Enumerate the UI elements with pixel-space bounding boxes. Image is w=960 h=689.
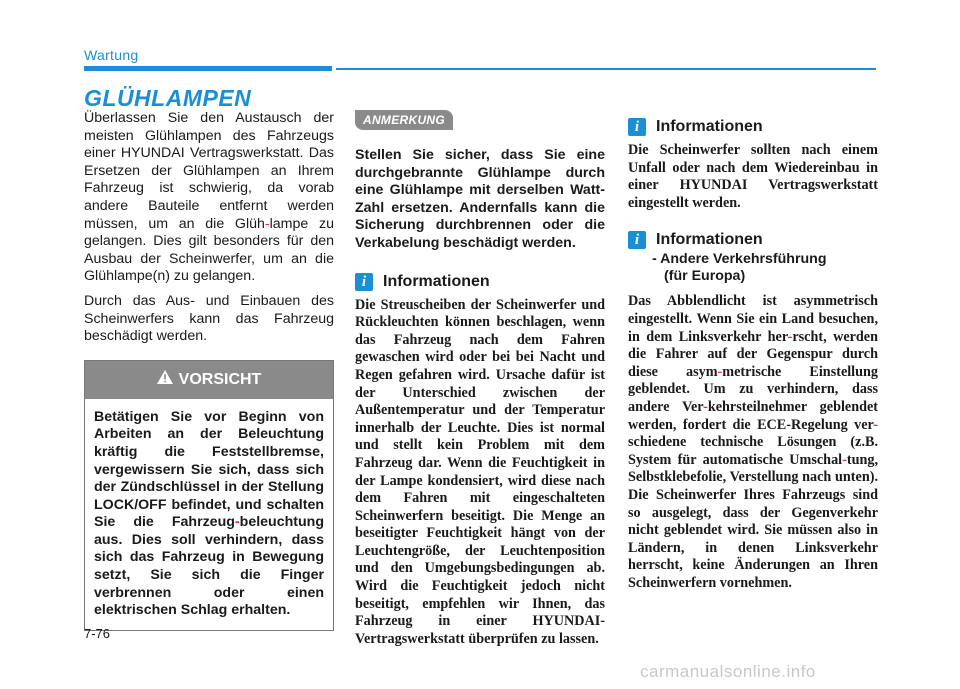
- hyphen-mark: -: [703, 398, 708, 415]
- warning-triangle-icon: [157, 361, 173, 399]
- hyphen-mark: -: [717, 363, 723, 380]
- info-subtitle-line2: (für Europa): [664, 268, 746, 285]
- caution-label: VORSICHT: [178, 370, 262, 388]
- info-heading-1: [628, 118, 878, 136]
- info-title-2: Informationen: [656, 231, 763, 249]
- hyphen-mark: -: [842, 451, 847, 468]
- info-heading: [355, 273, 605, 291]
- info-icon: i: [628, 231, 646, 249]
- info-body-2-part: kehrsteilnehmer geblendet werden, fordert die ECE-Regelung ver: [628, 398, 879, 433]
- hyphen-mark: -: [873, 416, 878, 433]
- note-tag: ANMERKUNG: [355, 110, 453, 130]
- column-middle: [355, 110, 605, 648]
- hyphen-mark: -: [264, 215, 270, 232]
- header-rule-thick: [84, 66, 332, 71]
- info-body-2: [628, 293, 878, 592]
- info-body-2-part: schiedene technische Lösungen (z.B. System für automatische Umschal: [628, 434, 878, 468]
- column-right: [628, 110, 878, 592]
- info-body-2-part: Das Abblendlicht ist asymmetrisch eingestellt. Wenn Sie ein Land besuchen, in dem Linksverkehr her: [628, 293, 878, 345]
- intro-text-b: lampe zu gelangen. Dies gilt besonders für den Ausbau der Scheinwerfer, um an die Glühlampe(n) zu gelangen.: [84, 215, 334, 285]
- info-title: Informationen: [383, 272, 490, 290]
- caution-text-a: Betätigen Sie vor Beginn von Arbeiten an der Beleuchtung kräftig die Feststellbremse, vergewissern Sie sich, dass sich der Zündschlüssel in der Stellung LOCK/OFF befindet, und schalten Sie die Fahrzeug: [94, 408, 324, 531]
- hyphen-mark: -: [234, 514, 240, 531]
- info-body: Die Streuscheiben der Scheinwerfer und Rückleuchten können beschlagen, wenn das Fahrzeug nach dem Fahren gewaschen wird oder bei bei Nacht und Regen gefahren wird. Ursache dafür ist der Unterschied zwischen der Außentemperatur und der Temperatur innerhalb der Leuchte. Dies ist normal und stellt kein Problem mit dem Fahrzeug dar. Wenn die Feuchtigkeit in der Lampe kondensiert, wird diese nach dem Fahren mit eingeschalteten Scheinwerfern beseitigt. Die Menge an beseitigter Feuchtigkeit hängt von der Leuchtengröße, der Leuchtenposition und den Umgebungsbedingungen ab. Wird die Feuchtigkeit jedoch nicht beseitigt, empfehlen wir Ihnen, das Fahrzeug in einer HYUNDAI-Vertragswerkstatt überprüfen zu lassen.: [355, 296, 605, 647]
- caution-box: [84, 360, 334, 631]
- info-title-1: Informationen: [656, 118, 763, 135]
- watermark: carmanualsonline.info: [640, 662, 816, 681]
- header-rule-thin: [336, 68, 876, 70]
- info-subtitle-line1: - Andere Verkehrsführung: [652, 251, 827, 268]
- column-left: [84, 110, 334, 631]
- hyphen-mark: -: [787, 328, 793, 345]
- intro-text-a: Überlassen Sie den Austausch der meisten Glühlampen des Fahrzeugs einer HYUNDAI Vertragswerkstatt. Das Ersetzen der Glühlampen an Ihrem Fahrzeug ist schwierig, da vorab andere Bauteile entfernt werden müssen, um an die Glüh: [84, 110, 334, 232]
- page-title: GLÜHLAMPEN: [84, 85, 252, 111]
- info-body-2-part: tung, Selbstklebefolie, Verstellung nach unten). Die Scheinwerfer Ihres Fahrzeugs sind so ausgelegt, dass der Gegenverkehr nicht geblendet wird. Sie müssen also in Ländern, in denen Linksverkehr herrscht, keine Änderungen an Ihren Scheinwerfern vornehmen.: [628, 451, 878, 591]
- info-heading-2: [628, 231, 878, 249]
- info-body-2-part: rscht, werden die Fahrer auf der Gegenspur durch diese asym: [628, 328, 878, 380]
- headlight-paragraph: Durch das Aus- und Einbauen des Scheinwerfers kann das Fahrzeug beschädigt werden.: [84, 292, 334, 345]
- caution-text: [85, 399, 333, 630]
- caution-text-b: beleuchtung aus. Dies soll verhindern, dass sich das Fahrzeug in Bewegung setzt, Sie sich die Finger verbrennen oder einen elektrischen Schlag erhalten.: [94, 514, 324, 619]
- section-label: Wartung: [84, 47, 139, 63]
- page-number: 7-76: [84, 626, 111, 641]
- intro-paragraph: [84, 110, 334, 286]
- info-body-1: Die Scheinwerfer sollten nach einem Unfall oder nach dem Wiedereinbau in einer HYUNDAI Vertragswerkstatt eingestellt werden.: [628, 142, 878, 211]
- caution-header: [85, 361, 333, 399]
- note-text: Stellen Sie sicher, dass Sie eine durchgebrannte Glühlampe durch eine Glühlampe mit derselben Watt- Zahl ersetzen. Andernfalls kann die Sicherung durchbrennen oder die Verkabelung beschädigt werden.: [355, 147, 605, 251]
- info-subtitle: [652, 251, 878, 285]
- info-icon: i: [628, 118, 646, 136]
- info-icon: i: [355, 273, 373, 291]
- info-body-2-part: metrische Einstellung geblendet. Um zu verhindern, dass andere Ver: [628, 363, 878, 415]
